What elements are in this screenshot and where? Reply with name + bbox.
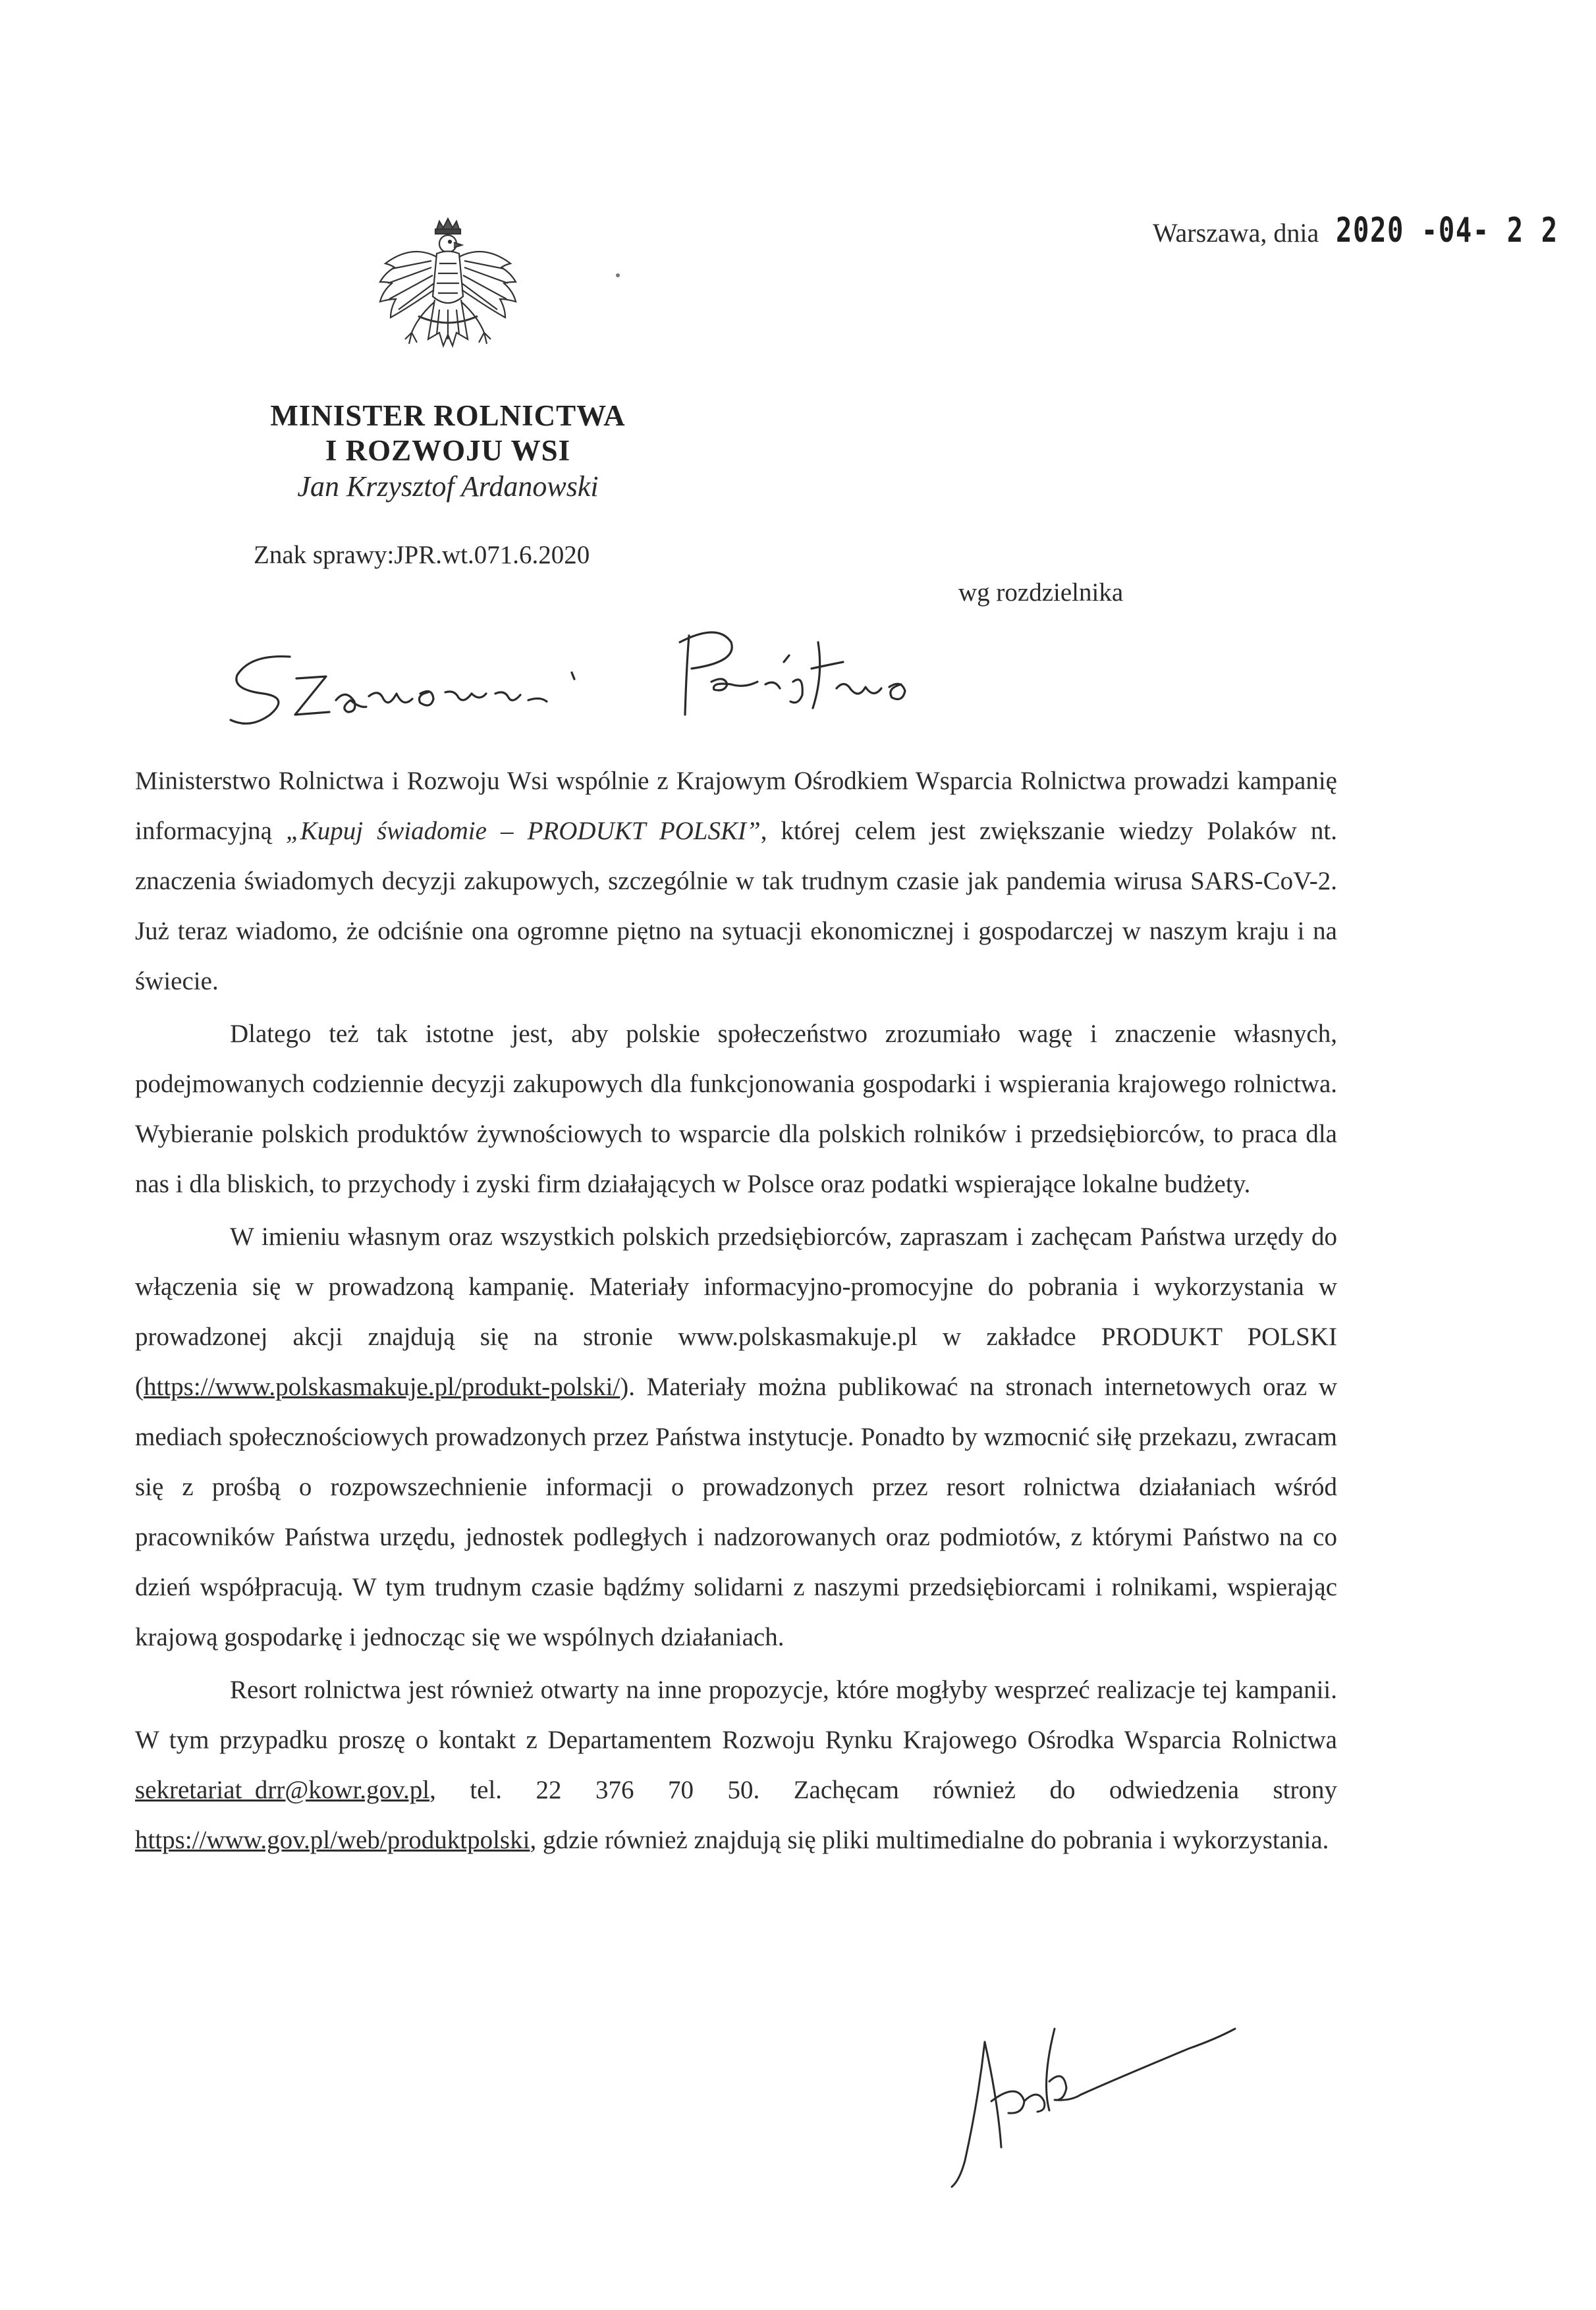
- paragraph-4-text-c: , gdzie również znajdują się pliki multimedialne do pobrania i wykorzystania.: [530, 1826, 1329, 1854]
- date-stamp: 2020 -04- 2 2: [1336, 211, 1558, 250]
- recipient: wg rozdzielnika: [958, 578, 1124, 607]
- paragraph-1-text-a: Ministerstwo Rolnictwa i Rozwoju Wsi wspólnie z Krajowym Ośrodkiem Wsparcia Rolnictwa prowadzi kampanię informacyjną: [135, 767, 1337, 845]
- paragraph-1-text-b: , której celem jest zwiększanie wiedzy Polaków nt. znaczenia świadomych decyzji zakupowych, szczególnie w tak trudnym czasie jak pandemia wirusa SARS-CoV-2. Już teraz wiadomo, że odciśnie ona ogromne piętno na sytuacji ekonomicznej i gospodarczej w naszym kraju i na świecie.: [135, 817, 1337, 995]
- case-reference: Znak sprawy:JPR.wt.071.6.2020: [254, 541, 590, 569]
- campaign-name: „Kupuj świadomie – PRODUKT POLSKI”: [286, 817, 761, 845]
- produkt-polski-link[interactable]: https://www.polskasmakuje.pl/produkt-polski/: [144, 1373, 620, 1401]
- date-label: Warszawa, dnia: [1153, 218, 1319, 248]
- paragraph-2-text: Dlatego też tak istotne jest, aby polskie społeczeństwo zrozumiało wagę i znaczenie własnych, podejmowanych codziennie decyzji zakupowych dla funkcjonowania gospodarki i wspierania krajowego rolnictwa. Wybieranie polskich produktów żywnościowych to wsparcie dla polskich rolników i przedsiębiorców, to praca dla nas i dla bliskich, to przychody i zyski firm działających w Polsce oraz podatki wspierające lokalne budżety.: [135, 1020, 1337, 1198]
- paragraph-1: [135, 756, 1337, 1006]
- minister-title-line2: I ROZWOJU WSI: [325, 434, 571, 467]
- paragraph-3-text-b: ). Materiały można publikować na stronach internetowych oraz w mediach społecznościowych prowadzonych przez Państwa instytucje. Ponadto by wzmocnić siłę przekazu, zwracam się z prośbą o rozpowszechnienie informacji o prowadzonych przez resort rolnictwa działaniach wśród pracowników Państwa urzędu, jednostek podległych i nadzorowanych oraz podmiotów, z którymi Państwo na co dzień współpracują. W tym trudnym czasie bądźmy solidarni z naszymi przedsiębiorcami i rolnikami, wspierając krajową gospodarkę i jednocząc się we wspólnych działaniach.: [135, 1373, 1337, 1651]
- scan-speck: [616, 273, 620, 277]
- paragraph-2: [135, 1009, 1337, 1209]
- handwritten-salutation-icon: [211, 616, 935, 748]
- minister-header: [234, 399, 662, 505]
- paragraph-3: [135, 1212, 1337, 1663]
- polish-eagle-emblem-icon: [366, 217, 530, 382]
- paragraph-3-text-a: W imieniu własnym oraz wszystkich polskich przedsiębiorców, zapraszam i zachęcam Państwa urzędy do włączenia się w prowadzoną kampanię. Materiały informacyjno-promocyjne do pobrania i wykorzystania w prowadzonej akcji znajdują się na stronie www.polskasmakuje.pl w zakładce PRODUKT POLSKI (: [135, 1223, 1337, 1401]
- paragraph-4-text-b: , tel. 22 376 70 50. Zachęcam również do odwiedzenia strony: [429, 1776, 1337, 1804]
- handwritten-signature-icon: [925, 2002, 1268, 2200]
- minister-title-line1: MINISTER ROLNICTWA: [270, 399, 626, 432]
- date-line: [1153, 211, 1558, 263]
- letter-body: [135, 756, 1337, 1868]
- paragraph-4-text-a: Resort rolnictwa jest również otwarty na inne propozycje, które mogłyby wesprzeć realizacje tej kampanii. W tym przypadku proszę o kontakt z Departamentem Rozwoju Rynku Krajowego Ośrodka Wsparcia Rolnictwa: [135, 1676, 1337, 1754]
- contact-email-link[interactable]: sekretariat_drr@kowr.gov.pl: [135, 1776, 430, 1804]
- minister-name: Jan Krzysztof Ardanowski: [297, 470, 599, 503]
- paragraph-4: [135, 1665, 1337, 1865]
- gov-produktpolski-link[interactable]: https://www.gov.pl/web/produktpolski: [135, 1826, 530, 1854]
